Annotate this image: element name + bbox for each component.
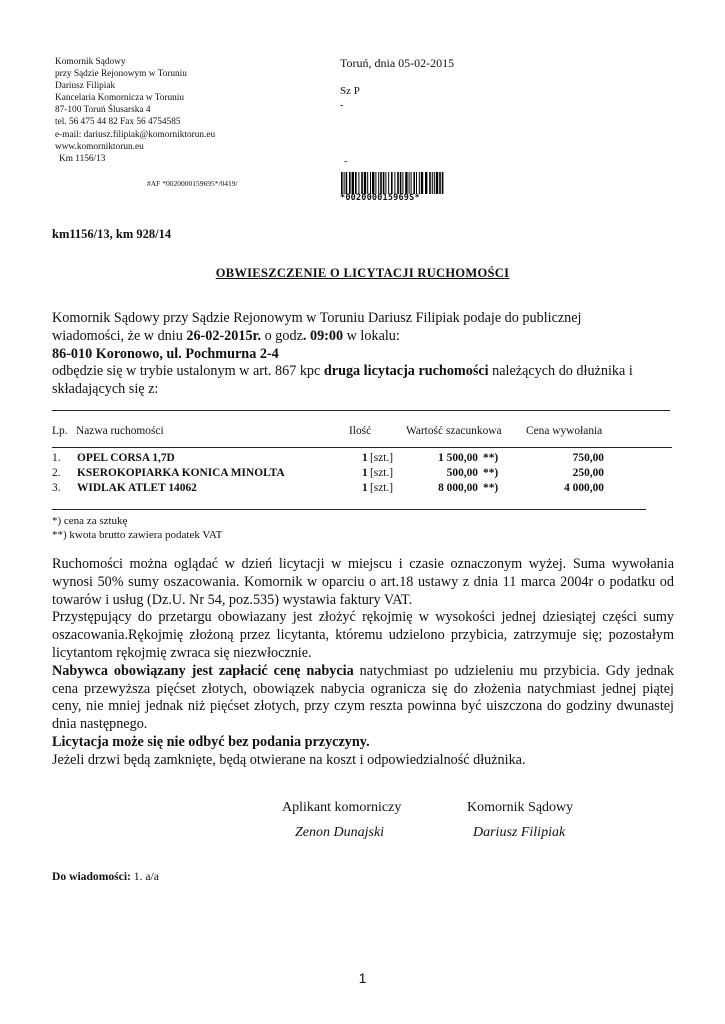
intro-paragraph	[52, 310, 674, 399]
intro-text: wiadomości, że w dniu	[52, 327, 187, 344]
barcode-bar	[432, 172, 433, 194]
intro-text: odbędzie się w trybie ustalonym w art. 867 kpc	[52, 363, 324, 380]
barcode-bar	[439, 172, 441, 194]
table-row	[52, 482, 674, 497]
items-table-body	[52, 452, 674, 502]
date-line: Toruń, dnia 05-02-2015	[340, 56, 455, 70]
barcode-bar	[434, 172, 435, 194]
row-value: 1 500,00	[438, 452, 478, 464]
barcode-bar	[419, 172, 420, 194]
barcode-bar	[400, 172, 402, 194]
cancellation-note: Licytacja może się nie odbyć bez podania przyczyny.	[52, 733, 370, 750]
initials: Sz P	[340, 85, 360, 97]
payment-bold: Nabywca obowiązany jest zapłacić cenę nabycia	[52, 662, 354, 679]
paragraph: Ruchomości można oglądać w dzień licytacji w miejscu i czasie oznaczonym wyżej. Suma wywołania wynosi 50% sumy oszacowania. Komornik w oparciu o art.18 ustawy z dnia 11 marca 2004r o podatku od towarów i usług (Dz.U. Nr 54, poz.535) wystawia faktury VAT.	[52, 556, 674, 608]
barcode-bar	[375, 172, 376, 194]
row-lp: 2.	[52, 467, 61, 479]
barcode-bar	[361, 172, 363, 194]
barcode-bar	[352, 172, 354, 194]
header-name: Nazwa ruchomości	[76, 425, 164, 437]
intro-line-5: składających się z:	[52, 381, 159, 398]
auction-address: 86-010 Koronowo, ul. Pochmurna 2-4	[52, 345, 279, 362]
sender-line: przy Sądzie Rejonowym w Toruniu	[55, 69, 187, 80]
auction-type: druga licytacja ruchomości	[323, 363, 489, 380]
intro-text: w lokalu:	[343, 327, 400, 344]
paragraph: Przystępujący do przetargu obowiazany jest złożyć rękojmię w wysokości jednej dziesiątej części sumy oszacowania.Rękojmię złożoną przez licytanta, któremu udzielono przybicia, zatrzymuje się; pozostałym licytantom rękojmię zwraca się niezwłocznie.	[52, 609, 674, 661]
sender-address-block	[55, 56, 215, 165]
sender-line: 87-100 Toruń Ślusarska 4	[55, 105, 151, 116]
paragraph	[52, 663, 674, 734]
header-lp: Lp.	[52, 425, 68, 437]
table-row	[52, 467, 674, 482]
signature-right-name: Dariusz Filipiak	[473, 825, 566, 840]
barcode-bar	[425, 172, 427, 194]
intro-text: o godz	[261, 327, 303, 344]
divider	[52, 509, 646, 510]
row-lp: 3.	[52, 482, 61, 494]
barcode-bar	[436, 172, 438, 194]
barcode-bar	[442, 172, 444, 194]
conditions-text	[52, 556, 674, 770]
header-price: Cena wywołania	[526, 425, 603, 437]
divider	[52, 410, 670, 411]
barcode-bar	[355, 172, 357, 194]
row-lp: 1.	[52, 452, 61, 464]
sender-line: tel. 56 475 44 82 Fax 56 4754585	[55, 117, 181, 128]
row-mark: **)	[483, 452, 499, 464]
divider	[52, 447, 672, 448]
barcode-bar	[411, 172, 412, 194]
auction-time: 09:00	[306, 327, 344, 344]
row-name: WIDLAK ATLET 14062	[77, 482, 197, 494]
row-name: KSEROKOPIARKA KONICA MINOLTA	[77, 467, 285, 479]
barcode-bar	[344, 172, 345, 194]
sender-line: www.komorniktorun.eu	[55, 141, 144, 152]
barcode-bar	[429, 172, 431, 194]
barcode-bar	[380, 172, 382, 194]
footnotes	[52, 514, 222, 542]
footnote: **) kwota brutto zawiera podatek VAT	[52, 529, 223, 541]
sender-line: Komornik Sądowy	[55, 57, 126, 67]
barcode-bar	[388, 172, 389, 194]
barcode-bar	[409, 172, 410, 194]
paragraph: Jeżeli drzwi będą zamknięte, będą otwierane na koszt i odpowiedzialność dłużnika.	[52, 751, 526, 768]
auction-date: 26-02-2015r.	[186, 327, 262, 344]
barcode-bar	[364, 172, 366, 194]
intro-line-1: Komornik Sądowy przy Sądzie Rejonowym w Toruniu Dariusz Filipiak podaje do publicznej	[52, 310, 582, 326]
distribution	[52, 870, 159, 883]
barcode-bar	[394, 172, 395, 194]
barcode-bar	[346, 172, 348, 194]
paragraph	[52, 734, 674, 752]
intro-line-2	[52, 328, 674, 346]
row-qty: 1	[362, 467, 368, 479]
barcode-bar	[413, 172, 415, 194]
row-unit: [szt.]	[370, 467, 394, 479]
sender-reference: Km 1156/13	[59, 153, 106, 164]
barcode-bar	[370, 172, 371, 194]
barcode-bar	[358, 172, 359, 194]
sender-line: Dariusz Filipiak	[55, 81, 116, 92]
row-qty: 1	[362, 452, 368, 464]
row-price: 250,00	[572, 467, 604, 479]
intro-text: należących do dłużnika i	[488, 363, 633, 380]
row-price: 750,00	[572, 452, 604, 464]
barcode-bar	[383, 172, 385, 194]
signature-right-title: Komornik Sądowy	[467, 800, 574, 815]
sender-line: Kancelaria Komornicza w Toruniu	[55, 93, 185, 104]
intro-line-4	[52, 363, 674, 381]
barcode-bar	[367, 172, 368, 194]
barcode-bar	[385, 172, 386, 194]
header-value: Wartość szacunkowa	[406, 425, 502, 437]
row-value: 8 000,00	[438, 482, 478, 494]
row-mark: **)	[483, 467, 499, 479]
barcode-bar	[378, 172, 379, 194]
footnote: *) cena za sztukę	[52, 515, 128, 527]
row-unit: [szt.]	[370, 452, 394, 464]
distribution-label: Do wiadomości:	[52, 870, 131, 883]
document-code: #AF *0020000159695*/0419/	[147, 179, 238, 188]
barcode-icon	[340, 172, 445, 194]
barcode-bar	[372, 172, 374, 194]
sender-line: e-mail: dariusz.filipiak@komorniktorun.eu	[55, 129, 216, 140]
barcode-bar	[416, 172, 417, 194]
page-title: OBWIESZCZENIE O LICYTACJI RUCHOMOŚCI	[215, 266, 510, 280]
row-price: 4 000,00	[564, 482, 604, 494]
mark: -	[340, 100, 344, 111]
barcode-bar	[349, 172, 351, 194]
payment-text: natychmiast po udzieleniu mu przybicia. Gdy jednak cena przewyższa pięćset złotych, obowiązek nabycia ogranicza się do złożenia natychmiast jednej piątej ceny, nie mniej jednak niż pięćset złotych, przy czym reszta powinna być uiszczona do godziny dwunastej dnia następnego.	[52, 662, 674, 733]
row-name: OPEL CORSA 1,7D	[77, 452, 175, 464]
signature-left-name: Zenon Dunajski	[295, 825, 385, 840]
barcode-bar	[405, 172, 407, 194]
barcode-text: *002000015969S*	[340, 193, 420, 203]
table-row	[52, 452, 674, 467]
distribution-value: 1. a/a	[130, 870, 159, 883]
signature-left-title: Aplikant komorniczy	[282, 800, 402, 815]
header-qty: Ilość	[349, 425, 372, 437]
row-mark: **)	[483, 482, 499, 494]
row-unit: [szt.]	[370, 482, 394, 494]
row-qty: 1	[362, 482, 368, 494]
row-value: 500,00	[446, 467, 478, 479]
barcode-bar	[341, 172, 343, 194]
intro-dot: .	[302, 327, 307, 344]
barcode-bar	[397, 172, 399, 194]
case-numbers: km1156/13, km 928/14	[52, 227, 172, 241]
barcode-bar	[391, 172, 393, 194]
barcode-bar	[402, 172, 403, 194]
barcode	[340, 172, 445, 203]
mark: -	[344, 156, 348, 167]
barcode-bar	[421, 172, 423, 194]
page-number: 1	[358, 970, 367, 986]
